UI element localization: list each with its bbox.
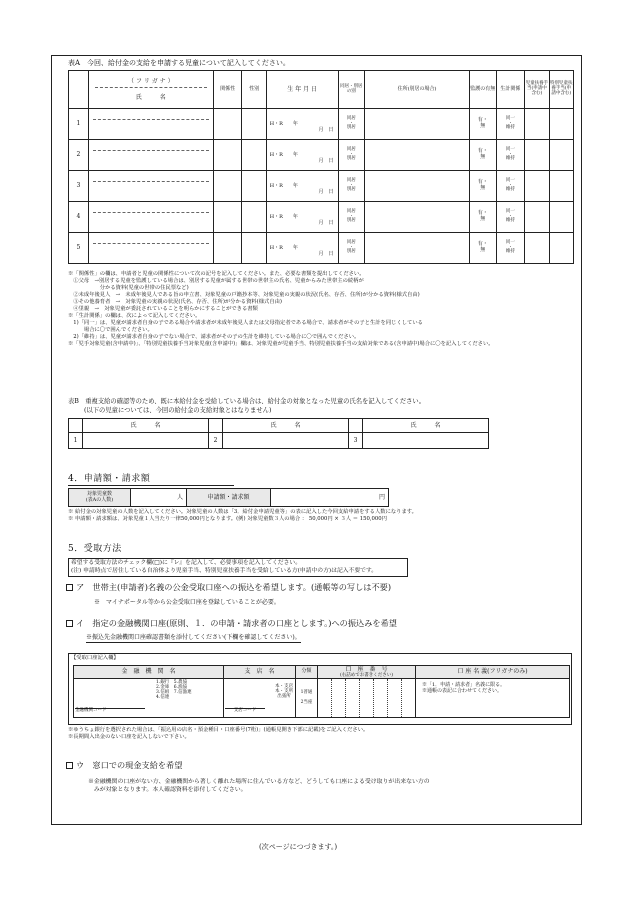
table-b-num: 2 [209, 433, 223, 449]
relation-cell[interactable] [213, 109, 242, 140]
table-b-name-cell[interactable] [223, 433, 349, 449]
footer-continue: (次ページにつづきます。) [259, 843, 338, 851]
row-number: 4 [69, 202, 89, 233]
note-line: ※「生計関係」の欄は、次によって記入してください。 [68, 312, 201, 319]
relation-cell[interactable] [213, 140, 242, 171]
address-cell[interactable] [365, 233, 470, 264]
account-number-cell[interactable] [318, 679, 416, 718]
tokubetsu-cell[interactable] [549, 140, 573, 171]
option-i-note: ※振込先金融機関口座確認書類を添付してください(下欄を確認してください)。 [86, 634, 301, 641]
note-line: 分かる資料(児童の世帯の住民票など) [68, 284, 189, 291]
care-cell[interactable]: 有・ 無 [470, 109, 497, 140]
furigana-line[interactable] [93, 171, 209, 182]
furigana-header: （ フ リ ガ ナ ） [95, 78, 207, 89]
relation-cell[interactable] [213, 202, 242, 233]
table-b [68, 418, 489, 449]
note-line: ※「児手対象児童(含申請中)」、「特別児童扶養手当対象児童(含申請中)」欄は、対象児童が児童手当、特別児童扶養手当の支給対象である(含申請中)場合に〇を記入してください。 [68, 340, 494, 347]
note-line: ②未成年後見人 → 未成年後見人である旨の申立書、対象児童の戸籍抄本等、対象児童の実親の状況(氏名、存否、住所)が分かる資料(様式自由) [68, 291, 420, 298]
row-number: 3 [69, 171, 89, 202]
table-b-name-cell[interactable] [363, 433, 489, 449]
cohabit-cell[interactable]: 同居 ・ 別居 [338, 202, 365, 233]
bank-notes: ※ゆうちょ銀行を選択された場合は、「振込用の店名・預金種目・口座番号(7桁)」(通帳見開き下部に記載)をご記入ください。 ※長期間入出金のない口座を記入しないで下さい。 [68, 727, 369, 740]
tokubetsu-cell[interactable] [549, 233, 573, 264]
table-a-row [69, 202, 574, 233]
birth-cell[interactable]: H・R 年 月 日 [266, 109, 338, 140]
livelihood-header: 生計関係 [496, 71, 525, 109]
care-cell[interactable]: 有・ 無 [470, 233, 497, 264]
table-a-row [69, 140, 574, 171]
cohabit-cell[interactable]: 同居 ・ 別居 [338, 171, 365, 202]
sex-cell[interactable] [242, 109, 266, 140]
table-a-row [69, 171, 574, 202]
bank-table [73, 665, 570, 718]
account-holder-cell[interactable]: ※「1．申請・請求者」名義に限る。 ※通帳の表記に合わせてください。 [416, 679, 570, 718]
name-cell[interactable] [88, 109, 213, 140]
bank-code-label: 金融機関コード [75, 708, 145, 714]
sex-cell[interactable] [242, 202, 266, 233]
table-a-title: 表A 今回、給付金の支給を申請する児童について記入してください。 [68, 59, 290, 67]
section-5-instructions: 希望する受取方法のチェック欄(□)に『レ』を記入して、必要事項を記入してください。 (注) 申請時点で居住している自治体より児童手当、特別児童扶養手当を受給している方(申請中の方)は記入不要です。 [68, 558, 408, 577]
cohabit-cell[interactable]: 同居 ・ 別居 [338, 233, 365, 264]
section-4-title: 4．申請額・請求額 [68, 474, 234, 486]
furigana-line[interactable] [93, 140, 209, 151]
section-4-notes [68, 509, 417, 523]
address-header: 住所(別居の場合) [365, 71, 470, 109]
institution-cell[interactable] [74, 679, 224, 718]
amount-label: 申請額・請求額 [187, 489, 271, 507]
section-5-title: 5．受取方法 [68, 544, 122, 554]
sex-header: 性別 [242, 71, 266, 109]
note-line: ※ 給付金の対象児童の人数を記入してください。対象児童の人数は「3．給付金申請児童等」の表に記入した今回支給申請をする人数になります。 [68, 509, 417, 515]
option-i[interactable] [66, 619, 397, 629]
note-line: 場合に〇で囲んでください。 [68, 326, 153, 333]
amount-field[interactable] [271, 489, 389, 507]
table-a-row [69, 109, 574, 140]
jido-teate-cell[interactable] [525, 202, 549, 233]
table-a-notes [68, 271, 494, 348]
care-cell[interactable]: 有・ 無 [470, 171, 497, 202]
relation-cell[interactable] [213, 233, 242, 264]
jido-teate-cell[interactable] [525, 140, 549, 171]
branch-type-list: 本・支店 本・支所 出張所 [275, 684, 293, 700]
option-i-checkbox[interactable] [66, 620, 73, 627]
cohabit-header: 同居・別居の別 [338, 71, 365, 109]
form-page [51, 55, 582, 825]
note-line: 1)「同一」は、児童が請求者自身の子である場合や請求者が未成年後見人または父母指定者である場合で、請求者がその子と生計を同じくしている [68, 319, 423, 326]
bank-account-box [68, 653, 572, 725]
cohabit-cell[interactable]: 同居 ・ 別居 [338, 109, 365, 140]
name-cell[interactable] [88, 233, 213, 264]
birth-cell[interactable]: H・R 年 月 日 [266, 202, 338, 233]
jido-teate-cell[interactable] [525, 233, 549, 264]
row-number: 1 [69, 109, 89, 140]
birth-cell[interactable]: H・R 年 月 日 [266, 233, 338, 264]
institution-header: 金 融 機 関 名 [74, 666, 224, 679]
jido-teate-cell[interactable] [525, 171, 549, 202]
sex-cell[interactable] [242, 140, 266, 171]
sex-cell[interactable] [242, 233, 266, 264]
relation-header: 関係性 [213, 71, 242, 109]
row-number: 5 [69, 233, 89, 264]
address-cell[interactable] [365, 140, 470, 171]
option-i-label: イ 指定の金融機関口座(原則、１．の申請・請求者の口座とします。)への振込みを希望 [76, 618, 397, 628]
type-header: 分類 [296, 666, 318, 679]
livelihood-cell[interactable]: 同一 ・ 維持 [496, 140, 525, 171]
table-b-num: 1 [69, 433, 83, 449]
livelihood-cell[interactable]: 同一 ・ 維持 [496, 202, 525, 233]
jido-teate-header: 児童扶養手当(申請中含む) [525, 71, 549, 109]
sex-cell[interactable] [242, 171, 266, 202]
note-line: ※「関係性」の欄は、申請者と児童の関係性について次の記号を記入してください。また、必要な書類を提出してください。 [68, 271, 365, 277]
option-a-checkbox[interactable] [66, 584, 73, 591]
tokubetsu-header: 特別児童扶養手当(申請中含む) [549, 71, 573, 109]
address-cell[interactable] [365, 202, 470, 233]
address-cell[interactable] [365, 171, 470, 202]
amount-table [68, 488, 389, 507]
address-cell[interactable] [365, 109, 470, 140]
furigana-line[interactable] [93, 202, 209, 213]
name-cell[interactable] [88, 202, 213, 233]
table-b-header: 氏 名 [223, 419, 349, 433]
livelihood-cell[interactable]: 同一 ・ 維持 [496, 233, 525, 264]
option-u[interactable] [66, 761, 182, 771]
table-b-header: 氏 名 [363, 419, 489, 433]
name-cell[interactable] [88, 171, 213, 202]
option-a[interactable] [66, 583, 391, 593]
option-a-note: ※ マイナポータル等から公金受取口座を登録していることが必要。 [94, 599, 280, 606]
option-u-checkbox[interactable] [66, 762, 73, 769]
furigana-line[interactable] [93, 109, 209, 120]
name-header [88, 71, 213, 109]
branch-cell[interactable] [224, 679, 296, 718]
table-b-title: 表B 重複支給の確認等のため、既に本給付金を受給している場合は、給付金の対象となった児童の氏名を記入してください。 [68, 398, 426, 405]
tokubetsu-cell[interactable] [549, 202, 573, 233]
birth-header: 生 年 月 日 [266, 71, 338, 109]
birth-cell[interactable]: H・R 年 月 日 [266, 140, 338, 171]
branch-header: 支 店 名 [224, 666, 296, 679]
table-b-num: 3 [349, 433, 363, 449]
child-count-field[interactable] [131, 489, 187, 507]
unit-yen: 円 [378, 493, 385, 501]
table-a [68, 70, 574, 264]
livelihood-cell[interactable]: 同一 ・ 維持 [496, 109, 525, 140]
note-line: ※ 申請額・請求額は、対象児童１人当たり一律50,000円となります。(例) 対象児童数３人の場合 ： 50,000円 × ３人 ＝ 150,000円 [68, 515, 387, 522]
tokubetsu-cell[interactable] [549, 171, 573, 202]
option-u-notes: ※金融機関の口座がない方、金融機関から著しく離れた場所に住んでいる方など、どうしても口座による受け取りが出来ない方の みが対象となります。本人確認資料を添付してください。 [88, 779, 430, 793]
unit-person: 人 [176, 493, 183, 501]
jido-teate-cell[interactable] [525, 109, 549, 140]
table-b-name-cell[interactable] [83, 433, 209, 449]
care-header: 監護の有無 [470, 71, 497, 109]
account-type-cell[interactable]: 1普通 2当座 [296, 679, 318, 718]
care-cell[interactable]: 有・ 無 [470, 202, 497, 233]
note-line: 2)「維持」は、児童が請求者自身の子でない場合で、請求者がその子の生計を維持している場合に〇で囲んでください。 [68, 333, 360, 340]
table-a-row [69, 233, 574, 264]
name-cell[interactable] [88, 140, 213, 171]
furigana-line[interactable] [93, 233, 209, 244]
holder-header: 口 座 名 義(フリガナのみ) [416, 666, 570, 679]
branch-code-label: 支店コード [225, 708, 265, 714]
row-number: 2 [69, 140, 89, 171]
option-u-label: ウ 窓口での現金支給を希望 [76, 760, 183, 770]
note-line: ①父母 →別居する児童を監護している場合は、別居する児童が属する世帯の世帯主の氏名、児童からみた世帯主の続柄が [68, 277, 364, 284]
note-line: ④里親 → 対象児童が委託されていることを明らかにすることができる書類 [68, 305, 258, 312]
note-line: ③その他養育者 → 対象児童の実親の状況(氏名、存否、住所)が分かる資料(様式自由) [68, 298, 282, 305]
bank-type-list: 1.銀行 5.農協 2.金庫 6.漁協 3.信組 7.信漁連 4.信連 [156, 680, 192, 701]
tokubetsu-cell[interactable] [549, 109, 573, 140]
option-a-label: ア 世帯主(申請者)名義の公金受取口座への振込を希望します。(通帳等の写しは不要) [76, 582, 392, 592]
relation-cell[interactable] [213, 171, 242, 202]
bank-caption: 【受取口座記入欄】 [71, 655, 119, 661]
birth-cell[interactable]: H・R 年 月 日 [266, 171, 338, 202]
table-b-header: 氏 名 [83, 419, 209, 433]
livelihood-cell[interactable]: 同一 ・ 維持 [496, 171, 525, 202]
table-b-subtitle: (以下の児童については、今回の給付金の支給対象とはなりません) [84, 407, 272, 414]
care-cell[interactable]: 有・ 無 [470, 140, 497, 171]
name-header-label: 氏 名 [135, 94, 166, 101]
account-header: 口 座 番 号 (右詰めでお書きください) [318, 666, 416, 679]
child-count-label: 対象児童数 (表Aの人数) [69, 489, 131, 507]
cohabit-cell[interactable]: 同居 ・ 別居 [338, 140, 365, 171]
